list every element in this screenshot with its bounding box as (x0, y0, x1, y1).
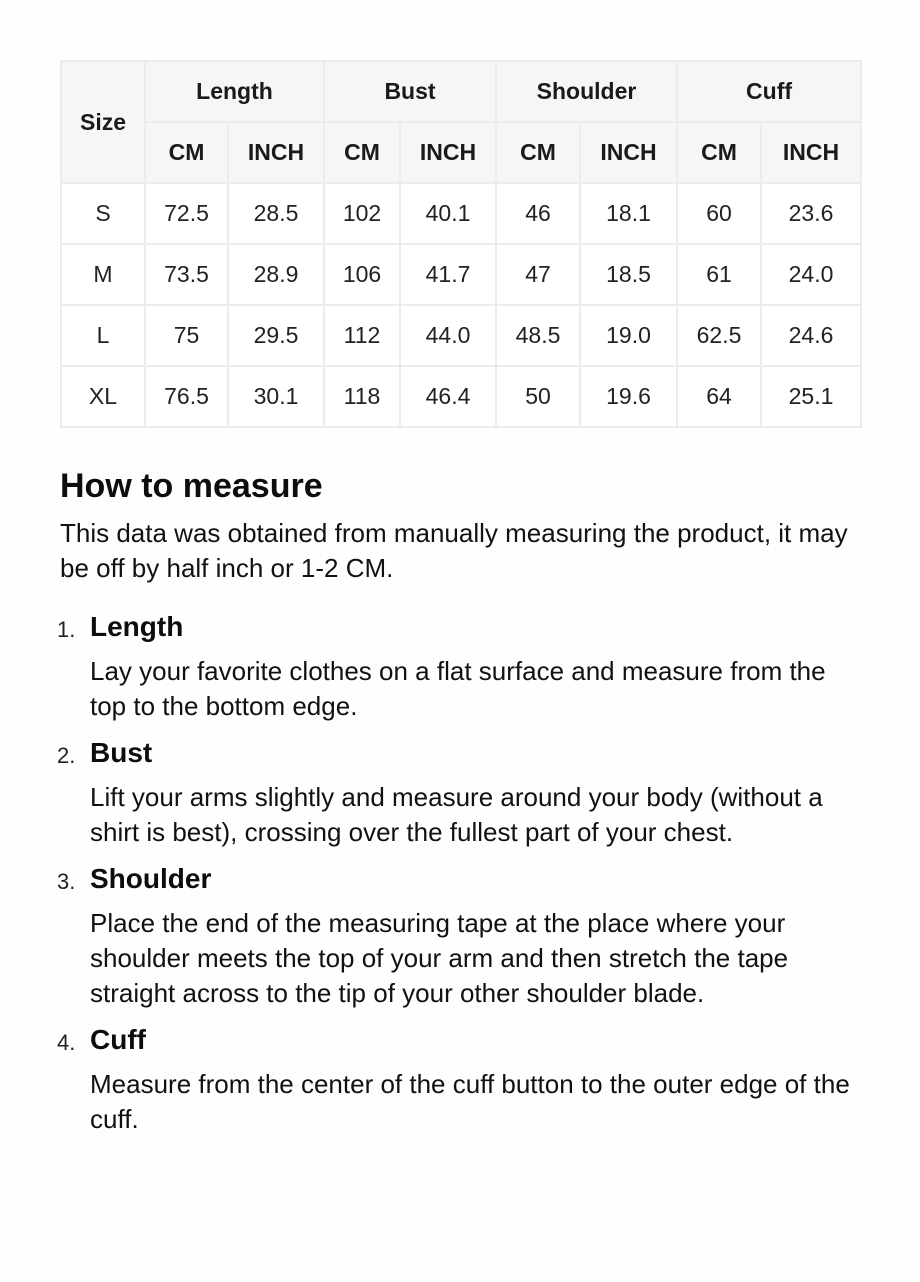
table-cell: 60 (677, 183, 761, 244)
step-number: 3. (57, 869, 76, 894)
table-cell: 47 (496, 244, 580, 305)
table-cell: 24.0 (761, 244, 861, 305)
table-cell: 29.5 (228, 305, 324, 366)
size-column-header: Size (61, 61, 145, 183)
size-label: S (61, 183, 145, 244)
unit-header-cm: CM (145, 122, 228, 183)
step-title: Bust (90, 737, 153, 768)
table-cell: 30.1 (228, 366, 324, 427)
table-cell: 24.6 (761, 305, 861, 366)
step-number: 2. (57, 743, 76, 768)
step-title: Shoulder (90, 863, 212, 894)
table-cell: 76.5 (145, 366, 228, 427)
group-header-shoulder: Shoulder (496, 61, 677, 122)
table-cell: 62.5 (677, 305, 761, 366)
step-description: Measure from the center of the cuff button to the outer edge of the cuff. (90, 1069, 850, 1134)
table-header-row-groups (61, 61, 861, 122)
table-row (61, 183, 861, 244)
step-description: Lift your arms slightly and measure around your body (without a shirt is best), crossing over the fullest part of your chest. (90, 782, 823, 847)
unit-header-inch: INCH (228, 122, 324, 183)
table-cell: 28.5 (228, 183, 324, 244)
table-cell: 73.5 (145, 244, 228, 305)
size-label: M (61, 244, 145, 305)
list-item (57, 862, 860, 1011)
table-cell: 112 (324, 305, 400, 366)
size-chart-table (60, 60, 862, 428)
table-cell: 40.1 (400, 183, 496, 244)
size-label: XL (61, 366, 145, 427)
table-cell: 41.7 (400, 244, 496, 305)
table-cell: 75 (145, 305, 228, 366)
table-cell: 50 (496, 366, 580, 427)
step-number: 4. (57, 1030, 76, 1055)
table-cell: 48.5 (496, 305, 580, 366)
unit-header-cm: CM (324, 122, 400, 183)
table-cell: 25.1 (761, 366, 861, 427)
step-title: Cuff (90, 1024, 146, 1055)
how-to-measure-heading: How to measure (60, 467, 323, 505)
group-header-length: Length (145, 61, 324, 122)
table-cell: 64 (677, 366, 761, 427)
step-title: Length (90, 611, 184, 642)
step-description: Place the end of the measuring tape at the place where your shoulder meets the top of your arm and then stretch the tape straight across to the tip of your other shoulder blade. (90, 908, 789, 1008)
size-label: L (61, 305, 145, 366)
table-header-row-units (61, 122, 861, 183)
size-guide-page (57, 60, 860, 1149)
table-cell: 19.6 (580, 366, 677, 427)
table-cell: 44.0 (400, 305, 496, 366)
group-header-bust: Bust (324, 61, 496, 122)
unit-header-inch: INCH (580, 122, 677, 183)
unit-header-cm: CM (496, 122, 580, 183)
table-cell: 19.0 (580, 305, 677, 366)
unit-header-cm: CM (677, 122, 761, 183)
table-cell: 118 (324, 366, 400, 427)
unit-header-inch: INCH (761, 122, 861, 183)
step-description: Lay your favorite clothes on a flat surface and measure from the top to the bottom edge. (90, 656, 826, 721)
step-number: 1. (57, 617, 76, 642)
table-cell: 61 (677, 244, 761, 305)
table-row (61, 366, 861, 427)
group-header-cuff: Cuff (677, 61, 861, 122)
table-row (61, 305, 861, 366)
list-item (57, 610, 860, 724)
table-cell: 18.5 (580, 244, 677, 305)
table-row (61, 244, 861, 305)
table-cell: 72.5 (145, 183, 228, 244)
measure-steps-list (57, 610, 860, 1137)
table-cell: 18.1 (580, 183, 677, 244)
list-item (57, 1023, 860, 1137)
measure-intro-text: This data was obtained from manually measuring the product, it may be off by half inch or 1-2 CM. (60, 518, 848, 583)
table-cell: 46.4 (400, 366, 496, 427)
list-item (57, 736, 860, 850)
table-cell: 106 (324, 244, 400, 305)
table-cell: 28.9 (228, 244, 324, 305)
unit-header-inch: INCH (400, 122, 496, 183)
table-cell: 46 (496, 183, 580, 244)
table-cell: 23.6 (761, 183, 861, 244)
table-cell: 102 (324, 183, 400, 244)
